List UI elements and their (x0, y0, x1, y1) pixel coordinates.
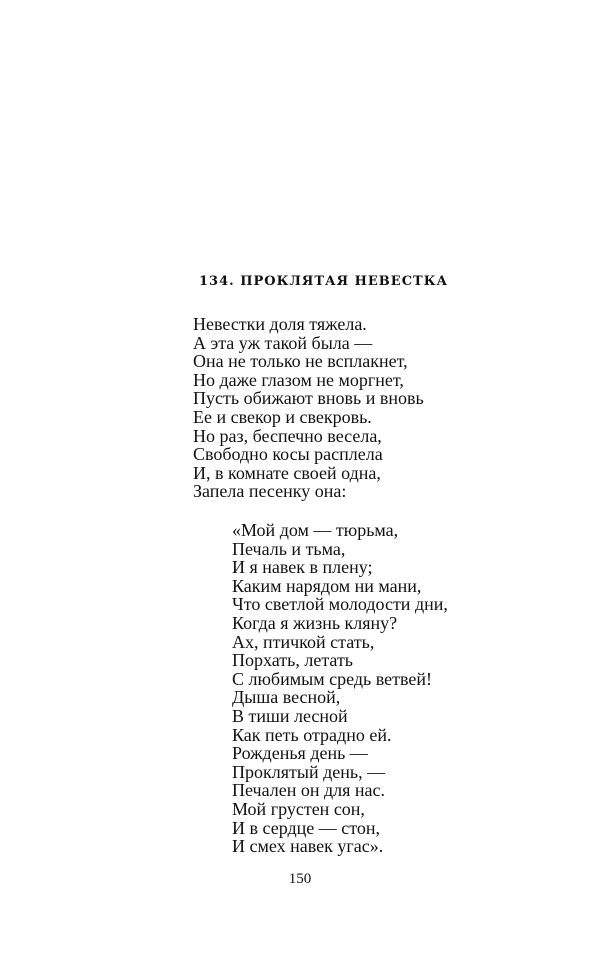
poem-line: Когда я жизнь кляну? (232, 612, 398, 633)
poem-line: Но раз, беспечно весела, (193, 425, 382, 446)
poem-line: Ее и свекор и свекровь. (193, 406, 372, 427)
poem-line: «Мой дом — тюрьма, (232, 520, 399, 540)
poem-line: Мой грустен сон, (232, 798, 365, 819)
page-number: 150 (288, 871, 312, 887)
poem-line: Дыша весной, (232, 687, 341, 708)
stanza-2 (232, 521, 448, 856)
poem-line: Порхать, летать (232, 650, 354, 671)
poem-line: Пусть обижают вновь и вновь (193, 388, 424, 409)
poem-line: Печаль и тьма, (232, 538, 346, 559)
poem-line: Как петь отрадно ей. (232, 724, 392, 745)
poem-line: В тиши лесной (232, 705, 348, 726)
poem-line: Рожденья день — (232, 743, 368, 764)
stanza-1 (193, 315, 424, 501)
poem-line: Печален он для нас. (232, 780, 386, 801)
poem-line: И, в комнате своей одна, (193, 462, 381, 483)
poem-line: И смех навек угас». (232, 836, 384, 857)
poem-line: Проклятый день, — (232, 761, 386, 782)
poem-line: А эта уж такой была — (193, 332, 373, 353)
poem-line: И я навек в плену; (232, 557, 373, 578)
poem-title: 134. ПРОКЛЯТАЯ НЕВЕСТКА (199, 274, 449, 289)
poem-line: Свободно косы расплела (193, 444, 383, 465)
poem-line: Запела песенку она: (193, 481, 347, 502)
poem-line: Что светлой молодости дни, (232, 594, 448, 615)
poem-line: С любимым средь ветвей! (232, 668, 432, 689)
poem-line: Ах, птичкой стать, (232, 631, 375, 652)
poem-line: Каким нарядом ни мани, (232, 575, 422, 596)
poem-line: И в сердце — стон, (232, 817, 380, 838)
poem-line: Невестки доля тяжела. (193, 314, 367, 334)
poem-line: Но даже глазом не моргнет, (193, 369, 404, 390)
poem-line: Она не только не всплакнет, (193, 351, 408, 372)
